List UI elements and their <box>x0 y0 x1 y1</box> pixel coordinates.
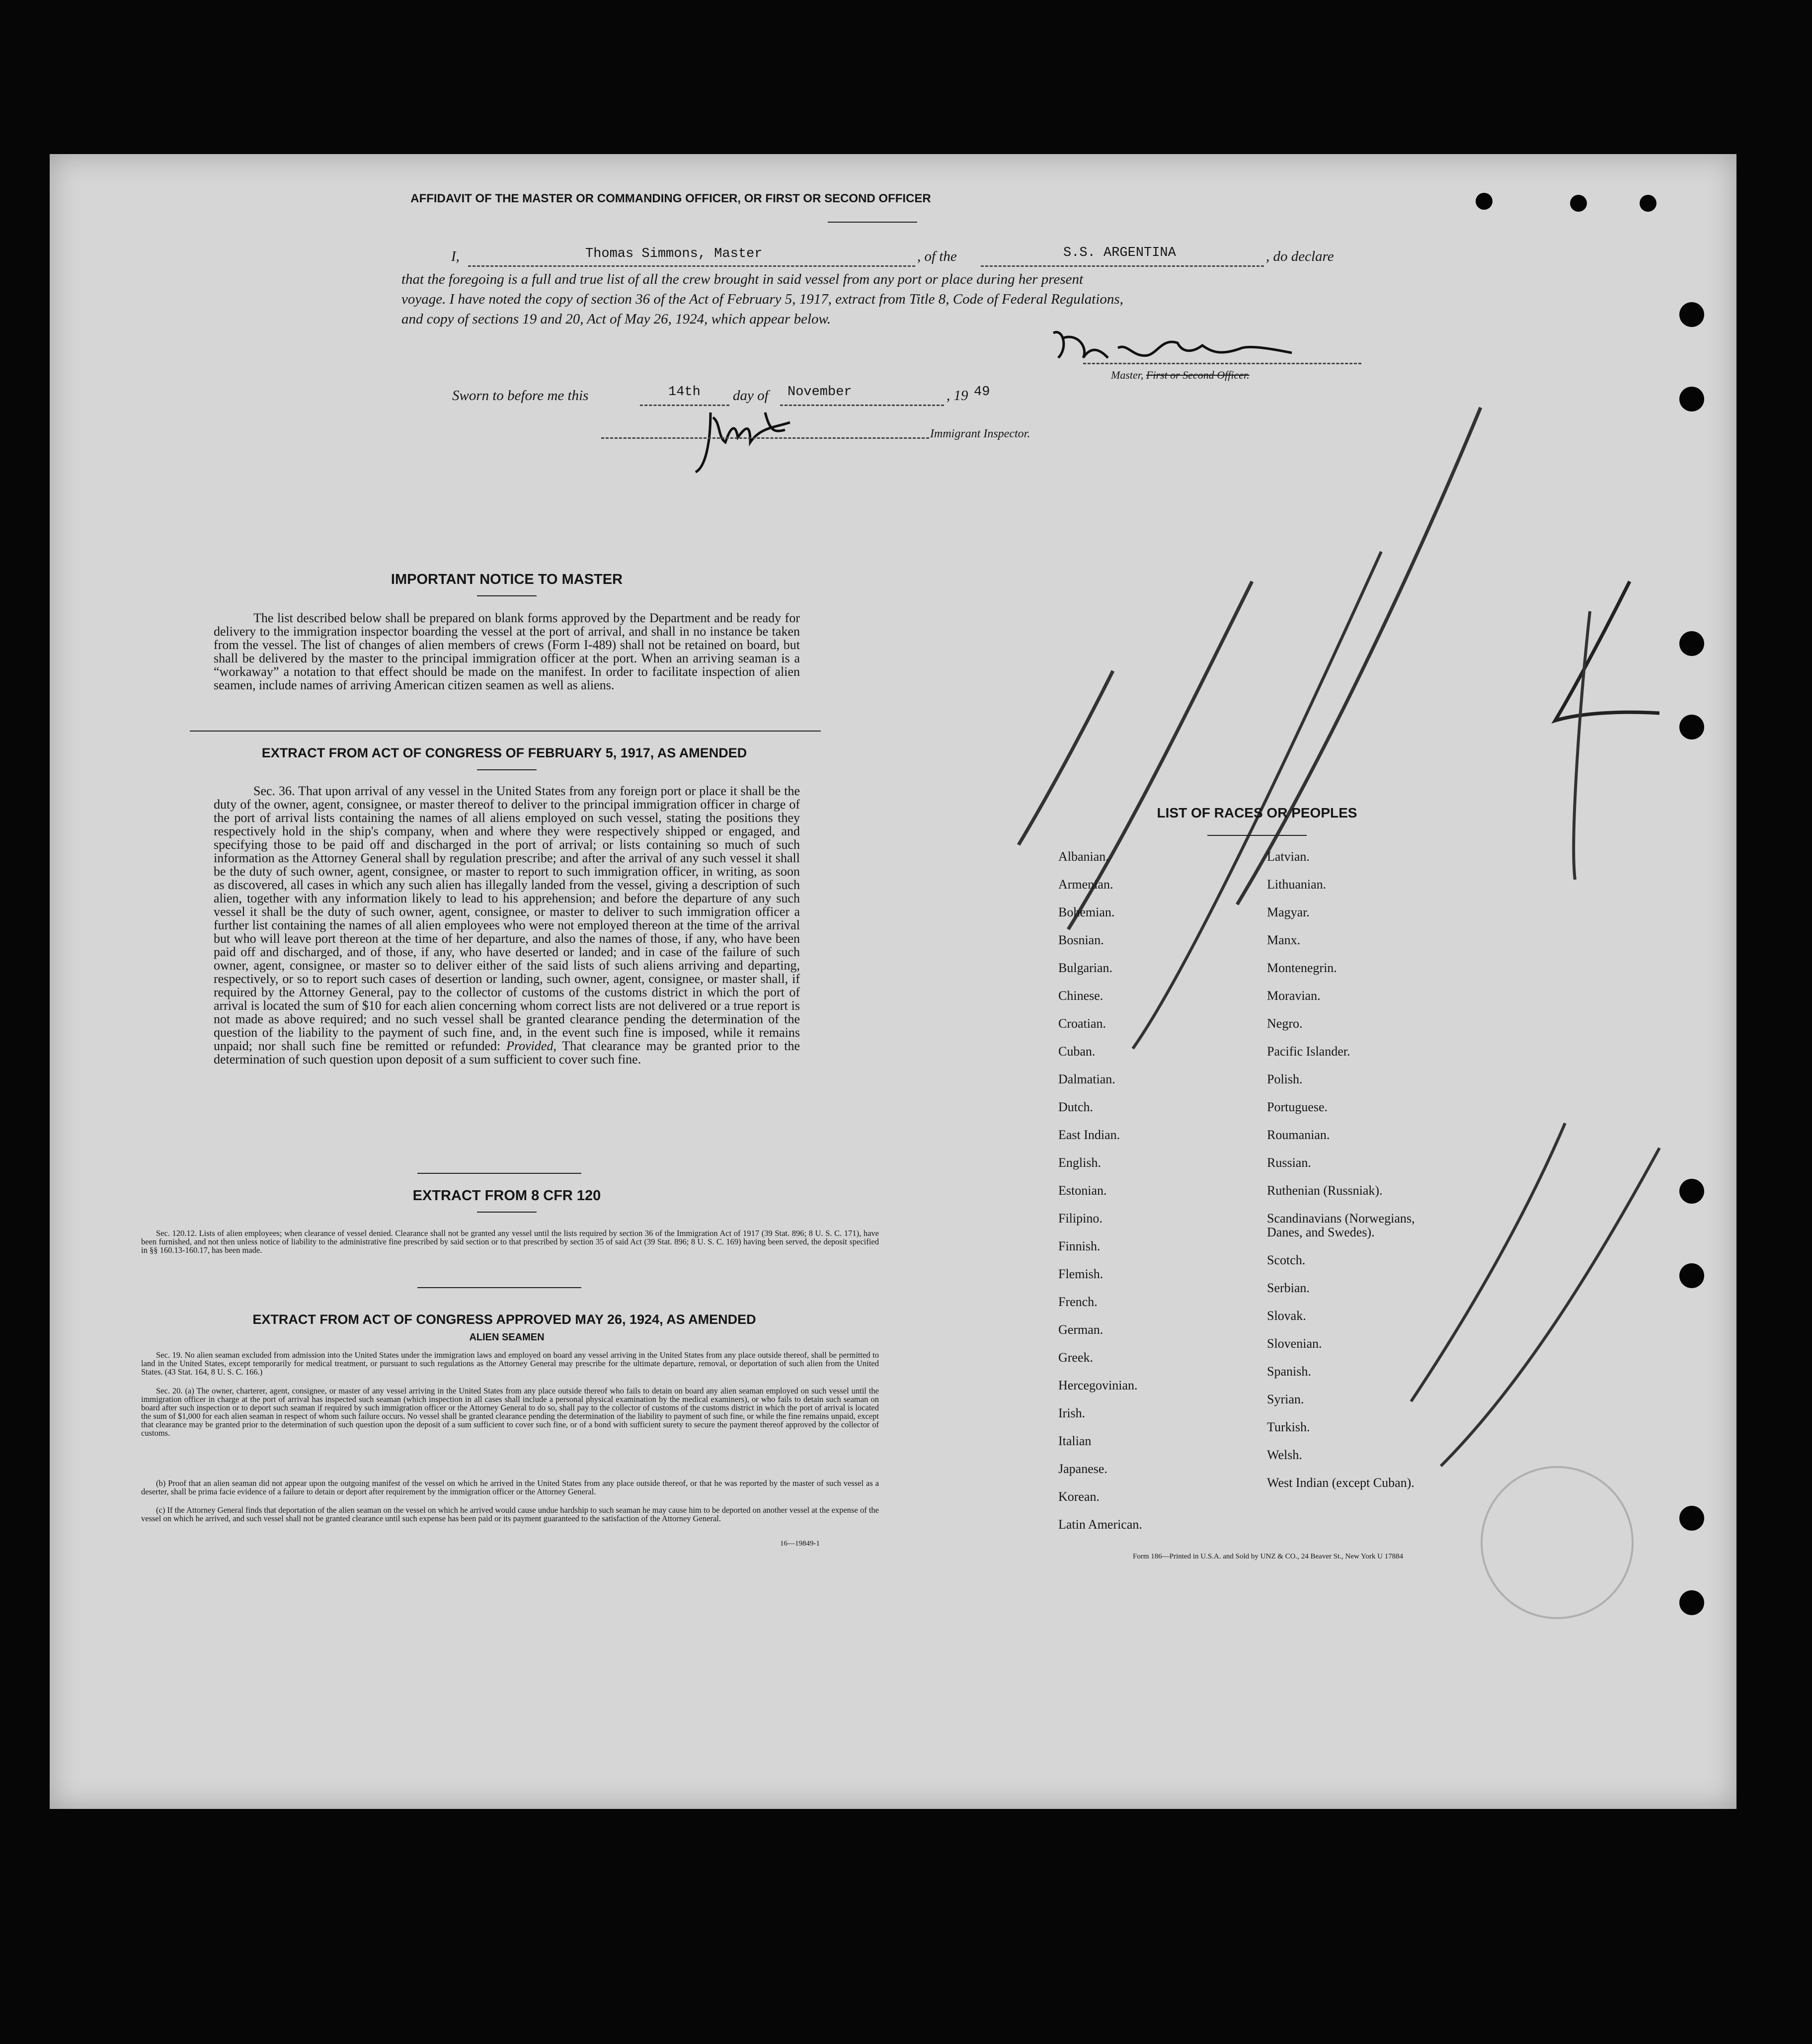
affidavit-body-3: and copy of sections 19 and 20, Act of May 26, 1924, which appear below. <box>401 311 831 327</box>
races-title: LIST OF RACES OR PEOPLES <box>1157 805 1357 820</box>
races-right-column <box>1267 850 1565 1504</box>
race-item: Flemish. <box>1058 1267 1103 1281</box>
affidavit-title: AFFIDAVIT OF THE MASTER OR COMMANDING OFFICER, OR FIRST OR SECOND OFFICER <box>410 192 931 205</box>
race-item: Cuban. <box>1058 1044 1096 1059</box>
race-item: Filipino. <box>1058 1211 1103 1226</box>
race-item: Moravian. <box>1267 988 1321 1003</box>
notice-underline <box>477 595 537 596</box>
race-item: Lithuanian. <box>1267 877 1327 892</box>
cfr-underline <box>477 1212 537 1213</box>
year-prefix: , 19 <box>946 388 968 404</box>
race-item: Manx. <box>1267 933 1301 947</box>
race-item: Danes, and Swedes). <box>1267 1225 1375 1239</box>
race-item: Spanish. <box>1267 1364 1311 1379</box>
sworn-label: Sworn to before me this <box>452 388 589 404</box>
race-item: Dalmatian. <box>1058 1072 1115 1086</box>
form-code: 16—19849-1 <box>780 1540 820 1548</box>
race-item: Chinese. <box>1058 988 1103 1003</box>
race-item: Bohemian. <box>1058 905 1115 919</box>
race-item: Welsh. <box>1267 1448 1302 1462</box>
race-item: Slovak. <box>1267 1308 1306 1323</box>
act1924-sec20b: (b) Proof that an alien seaman did not appear upon the outgoing manifest of the vessel on which he arrived in the United States from any place outside thereof, or that he was reported by the master of such vessel as a deserter, shall be prima facie evidence of a failure to detain or deport after requirement by the immigration officer or the Attorney General. <box>141 1478 879 1496</box>
race-item: Dutch. <box>1058 1100 1094 1114</box>
race-item: Greek. <box>1058 1350 1094 1365</box>
sworn-month: November <box>788 385 852 400</box>
race-item: West Indian (except Cuban). <box>1267 1475 1415 1490</box>
race-item: Irish. <box>1058 1406 1086 1420</box>
i-label: I, <box>451 248 460 264</box>
race-item: Montenegrin. <box>1267 961 1337 975</box>
act1924-sec19: Sec. 19. No alien seaman excluded from admission into the United States under the immigration laws and employed on board any vessel arriving in the United States from any place outside thereof, shall be permitted to land in the United States, except temporarily for medical treatment, or pursuant to such regulations as the Attorney General may prescribe for the ultimate departure, removal, or deportation of such alien from the United States. (43 Stat. 164, 8 U. S. C. 166.) <box>141 1350 879 1377</box>
race-item: Scotch. <box>1267 1253 1306 1267</box>
act1917-title: EXTRACT FROM ACT OF CONGRESS OF FEBRUARY 5, 1917, AS AMENDED <box>261 745 747 760</box>
race-item: German. <box>1058 1322 1103 1337</box>
race-item: Armenian. <box>1058 877 1113 892</box>
race-item: Korean. <box>1058 1489 1100 1504</box>
notice-title: IMPORTANT NOTICE TO MASTER <box>391 572 623 587</box>
form-footer: Form 186—Printed in U.S.A. and Sold by UNZ & CO., 24 Beaver St., New York U 17884 <box>1133 1553 1404 1560</box>
race-item: Italian <box>1058 1434 1092 1448</box>
declaration-line <box>451 245 1395 268</box>
cfr-title: EXTRACT FROM 8 CFR 120 <box>412 1188 601 1204</box>
master-name: Thomas Simmons, Master <box>585 246 763 261</box>
act1924-subtitle: ALIEN SEAMEN <box>469 1332 545 1343</box>
race-item: Hercegovinian. <box>1058 1378 1138 1392</box>
act1917-text-part2: , That clearance may be granted prior to the determination of such question upon deposit of a sum sufficient to cover such fine. <box>214 1039 800 1066</box>
master-caption: Master, First or Second Officer. <box>1111 369 1250 381</box>
race-item: Japanese. <box>1058 1462 1107 1476</box>
vessel-name: S.S. ARGENTINA <box>1063 245 1176 260</box>
race-item: Portuguese. <box>1267 1100 1328 1114</box>
race-item: English. <box>1058 1155 1101 1170</box>
section-divider <box>190 731 821 732</box>
race-item: East Indian. <box>1058 1128 1120 1142</box>
day-of-label: day of <box>733 388 769 404</box>
punch-hole <box>1679 302 1704 327</box>
act1924-sec20c: (c) If the Attorney General finds that deportation of the alien seaman on the vessel on which he arrived would cause undue hardship to such seaman he may cause him to be deported on another vessel at the expense of the vessel on which he arrived, and such vessel shall not be granted clearance until such expense has been paid or its payment guaranteed to the satisfaction of the Attorney General. <box>141 1505 879 1523</box>
sworn-year: 49 <box>974 385 990 400</box>
race-item: Latvian. <box>1267 849 1310 864</box>
punch-hole <box>1570 195 1587 212</box>
race-item: Serbian. <box>1267 1281 1310 1295</box>
race-item: Pacific Islander. <box>1267 1044 1350 1059</box>
race-item: Negro. <box>1267 1016 1303 1031</box>
race-item: Scandinavians (Norwegians, <box>1267 1211 1415 1226</box>
affidavit-body-2: voyage. I have noted the copy of section 36 of the Act of February 5, 1917, extract from Title 8, Code of Federal Regulations, <box>401 291 1123 307</box>
act1917-text-part1: Sec. 36. That upon arrival of any vessel in the United States from any foreign port or place it shall be the duty of the owner, agent, consignee, or master thereof to deliver to the principal immigration officer in charge of the port of arrival lists containing the names of all aliens employed on such vessel, stating the positions they respectively hold in the ship's company, when and where they were respectively shipped or engaged, and specifying those to be paid off and discharged in the port of arrival; or lists containing so much of such information as the Attorney General shall by regulation prescribe; and after the arrival of any such vessel it shall be the duty of such owner, agent, consignee, or master to report to such immigration officer, in writing, as soon as discovered, all cases in which any such alien has illegally landed from the vessel, giving a description of such alien, together with any information likely to lead to his apprehension; and before the departure of any such vessel it shall be the duty of such owner, agent, consignee, or master to deliver to such immigration officer a further list containing the names of all alien employees who were not employed thereon at the time of the arrival but who will leave port thereon at the time of her departure, and also the names of those, if any, who have been paid off and discharged, and of those, if any, who have deserted or landed; and in case of the failure of such owner, agent, consignee, or master so to deliver either of the said lists of such aliens arriving and departing, respectively, or so to report such cases of desertion or landing, such owner, agent, consignee, or master shall, if required by the Attorney General, pay to the collector of customs of the customs district in which the port of arrival is located the sum of $10 for each alien concerning whom correct lists are not delivered or a true report is not made as above required; and no such vessel shall be granted clearance pending the determination of the question of the liability to the payment of such fine, and, in the event such fine is imposed, while it remains unpaid; nor shall such fine be remitted or refunded: <box>214 784 800 1053</box>
race-item: Russian. <box>1267 1155 1311 1170</box>
race-item: Bosnian. <box>1058 933 1104 947</box>
of-the-label: , of the <box>917 248 957 264</box>
cfr-text: Sec. 120.12. Lists of alien employees; when clearance of vessel denied. Clearance shall not be granted any vessel until the lists required by section 36 of the Immigration Act of 1917 (39 Stat. 896; 8 U. S. C. 171), have been furnished, and not then unless notice of liability to the administrative fine prescribed by said section or to that prescribed by section 35 of said Act (39 Stat. 896; 8 U. S. C. 169) having been served, the deposit specified in §§ 160.13-160.17, has been made. <box>141 1228 879 1255</box>
punch-hole <box>1476 193 1493 210</box>
race-item: Syrian. <box>1267 1392 1304 1406</box>
race-item: Polish. <box>1267 1072 1303 1086</box>
notice-text: The list described below shall be prepared on blank forms approved by the Department and be ready for delivery to the immigration inspector boarding the vessel at the port of arrival, and shall in no instance be taken from the vessel. The list of changes of alien members of crews (Form I-489) shall not be retained on board, but shall be delivered by the master to the principal immigration officer at the port. When an arriving seaman is a “workaway” a notation to that effect should be made on the manifest. In order to facilitate inspection of alien seamen, include names of arriving American citizen seamen as well as aliens. <box>214 611 800 692</box>
punch-hole <box>1640 195 1656 212</box>
race-item: Slovenian. <box>1267 1336 1322 1351</box>
document-page <box>50 154 1736 1809</box>
punch-hole <box>1679 1590 1704 1615</box>
section-divider <box>417 1287 581 1288</box>
act1917-text <box>214 784 800 1066</box>
act1917-underline <box>477 769 537 770</box>
race-item: Finnish. <box>1058 1239 1101 1253</box>
act1924-sec20a: Sec. 20. (a) The owner, charterer, agent, consignee, or master of any vessel arriving in the United States from any place outside thereof who fails to detain on board any alien seaman employed on such vessel until the immigration officer in charge at the port of arrival has inspected such seaman (which inspection in all cases shall include a personal physical examination by the medical examiners), or who fails to detain such seaman on board after such inspection or to deport such seaman if required by such immigration officer or the Attorney General to do so, shall pay to the collector of customs of the customs district in which the port of arrival is located the sum of $1,000 for each alien seaman in respect of whom such failure occurs. No vessel shall be granted clearance pending the determination of the liability to payment of such fine, or while the fine remains unpaid, except that clearance may be granted prior to the determination of such question upon the deposit of a sum sufficient to cover such fine, or of a bond with sufficient surety to secure the payment thereof approved by the collector of customs. <box>141 1386 879 1438</box>
race-item: Roumanian. <box>1267 1128 1330 1142</box>
inspector-signature-line <box>601 437 929 439</box>
provided-word: Provided <box>506 1039 553 1053</box>
races-underline <box>1207 835 1307 836</box>
race-item: Bulgarian. <box>1058 961 1113 975</box>
master-signature-line <box>1083 363 1361 364</box>
inspector-caption: Immigrant Inspector. <box>930 427 1030 440</box>
race-item: French. <box>1058 1295 1098 1309</box>
race-item: Albanian. <box>1058 849 1109 864</box>
master-signature <box>1033 318 1312 373</box>
race-item: Latin American. <box>1058 1517 1142 1532</box>
race-item: Turkish. <box>1267 1420 1310 1434</box>
struck-caption: First or Second Officer. <box>1146 369 1250 381</box>
races-left-column <box>1058 850 1257 1546</box>
race-item: Croatian. <box>1058 1016 1106 1031</box>
race-item: Estonian. <box>1058 1183 1107 1198</box>
title-underline <box>828 222 917 223</box>
sworn-day: 14th <box>668 385 701 400</box>
affidavit-body-1: that the foregoing is a full and true list of all the crew brought in said vessel from any port or place during her present <box>401 271 1084 287</box>
race-item: Magyar. <box>1267 905 1310 919</box>
act1924-title: EXTRACT FROM ACT OF CONGRESS APPROVED MAY 26, 1924, AS AMENDED <box>252 1312 756 1327</box>
declare-label: , do declare <box>1266 248 1334 264</box>
section-divider <box>417 1173 581 1174</box>
inspector-signature <box>691 403 820 477</box>
race-item: Ruthenian (Russniak). <box>1267 1183 1383 1198</box>
